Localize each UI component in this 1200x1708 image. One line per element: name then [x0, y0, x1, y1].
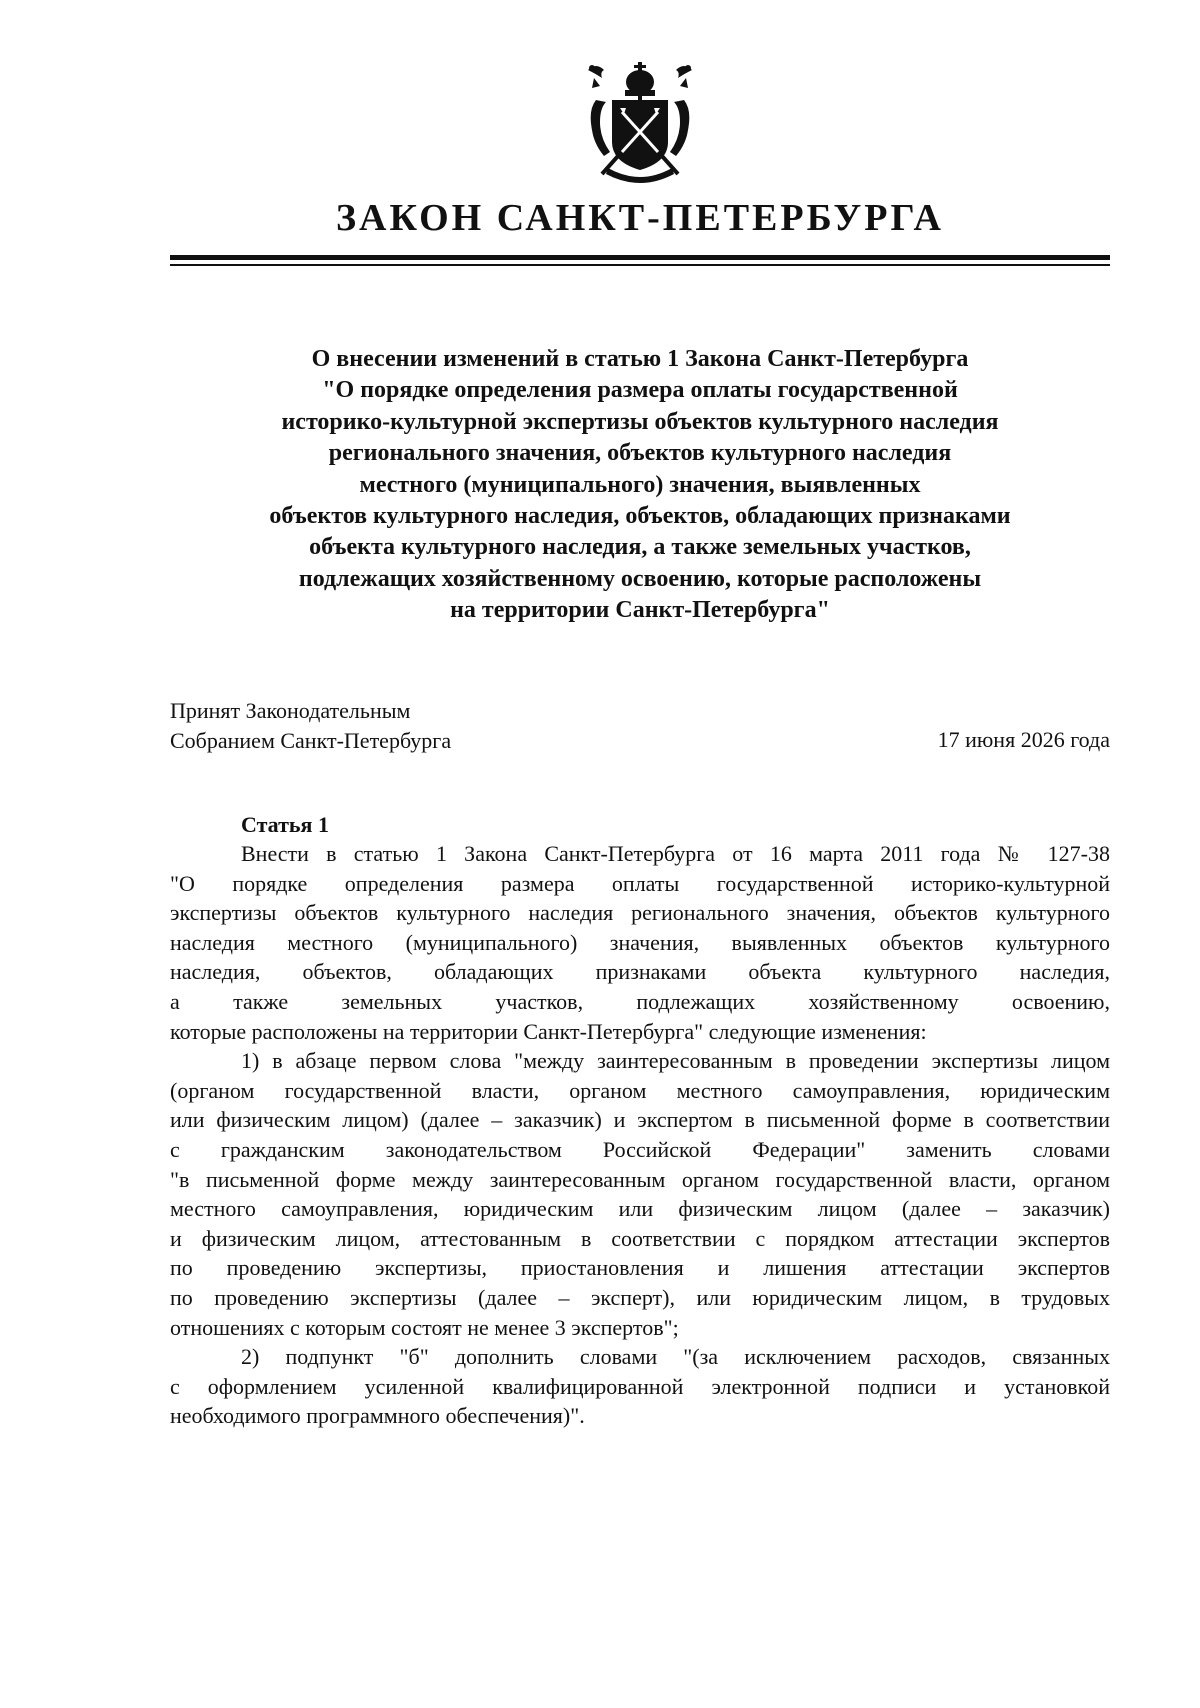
adoption-date: 17 июня 2026 года — [937, 727, 1110, 752]
article-heading: Статья 1 — [241, 812, 329, 837]
title-rule-thin — [170, 264, 1110, 266]
article-body — [170, 839, 1110, 1431]
heading-line: О внесении изменений в статью 1 Закона Санкт-Петербурга — [311, 346, 969, 372]
eagle-ornament-right-icon — [676, 65, 692, 88]
imperial-crown-icon — [625, 62, 655, 96]
article-line: с оформлением усиленной квалифицированной электронной подписи и установкой — [170, 1373, 1110, 1399]
adoption-line: Собранием Санкт-Петербурга — [170, 727, 452, 753]
article-line: "в письменной форме между заинтересованным органом государственной власти, органом — [170, 1166, 1110, 1192]
heading-line: объекта культурного наследия, а также земельных участков, — [309, 534, 971, 561]
article-line: 1) в абзаце первом слова "между заинтересованным в проведении экспертизы лицом — [241, 1048, 1110, 1074]
article-line: наследия местного (муниципального) значения, выявленных объектов культурного — [170, 929, 1110, 955]
article-line: 2) подпункт "б" дополнить словами "(за исключением расходов, связанных — [241, 1344, 1110, 1370]
article-line: наследия, объектов, обладающих признаками объекта культурного наследия, — [170, 959, 1110, 985]
article-line: отношениях с которым состоят не менее 3 экспертов"; — [170, 1314, 679, 1340]
article-line: с гражданским законодательством Российской Федерации" заменить словами — [170, 1136, 1110, 1162]
article-line: (органом государственной власти, органом местного самоуправления, юридическим — [170, 1077, 1110, 1103]
article-line: местного самоуправления, юридическим или физическим лицом (далее – заказчик) — [170, 1196, 1110, 1222]
title-rule-thick — [170, 255, 1110, 260]
article-line: необходимого программного обеспечения)". — [170, 1403, 585, 1429]
heading-line: объектов культурного наследия, объектов, обладающих признаками — [269, 502, 1011, 529]
heading-line: местного (муниципального) значения, выявленных — [359, 471, 921, 498]
adoption-statement — [170, 696, 451, 755]
coat-of-arms-emblem — [578, 56, 702, 188]
article-line: "О порядке определения размера оплаты государственной историко-культурной — [170, 870, 1110, 896]
article-line: и физическим лицом, аттестованным в соответствии с порядком аттестации экспертов — [170, 1225, 1110, 1251]
heading-line: подлежащих хозяйственному освоению, которые расположены — [298, 565, 982, 592]
document-heading — [160, 344, 1120, 627]
article-line: экспертизы объектов культурного наследия регионального значения, объектов культурного — [170, 900, 1110, 926]
heading-line: регионального значения, объектов культурного наследия — [328, 440, 952, 467]
article-line: по проведению экспертизы, приостановления и лишения аттестации экспертов — [170, 1255, 1110, 1281]
eagle-ornament-left-icon — [588, 65, 604, 88]
heading-line: "О порядке определения размера оплаты государственной — [322, 377, 958, 404]
article-line: которые расположены на территории Санкт-Петербурга" следующие изменения: — [170, 1018, 927, 1044]
article-line: по проведению экспертизы (далее – эксперт), или юридическим лицом, в трудовых — [170, 1284, 1110, 1310]
article-line: Внести в статью 1 Закона Санкт-Петербурга от 16 марта 2011 года № 127-38 — [241, 841, 1110, 866]
heading-line: историко-культурной экспертизы объектов культурного наследия — [281, 408, 999, 435]
law-title: ЗАКОН САНКТ-ПЕТЕРБУРГА — [335, 197, 944, 239]
shield-icon — [612, 100, 668, 170]
article-line: а также земельных участков, подлежащих хозяйственному освоению, — [170, 988, 1110, 1014]
adoption-line: Принят Законодательным — [170, 698, 411, 723]
article-line: или физическим лицом) (далее – заказчик) и экспертом в письменной форме в соответствии — [170, 1107, 1110, 1133]
heading-line: на территории Санкт-Петербурга" — [450, 597, 830, 624]
